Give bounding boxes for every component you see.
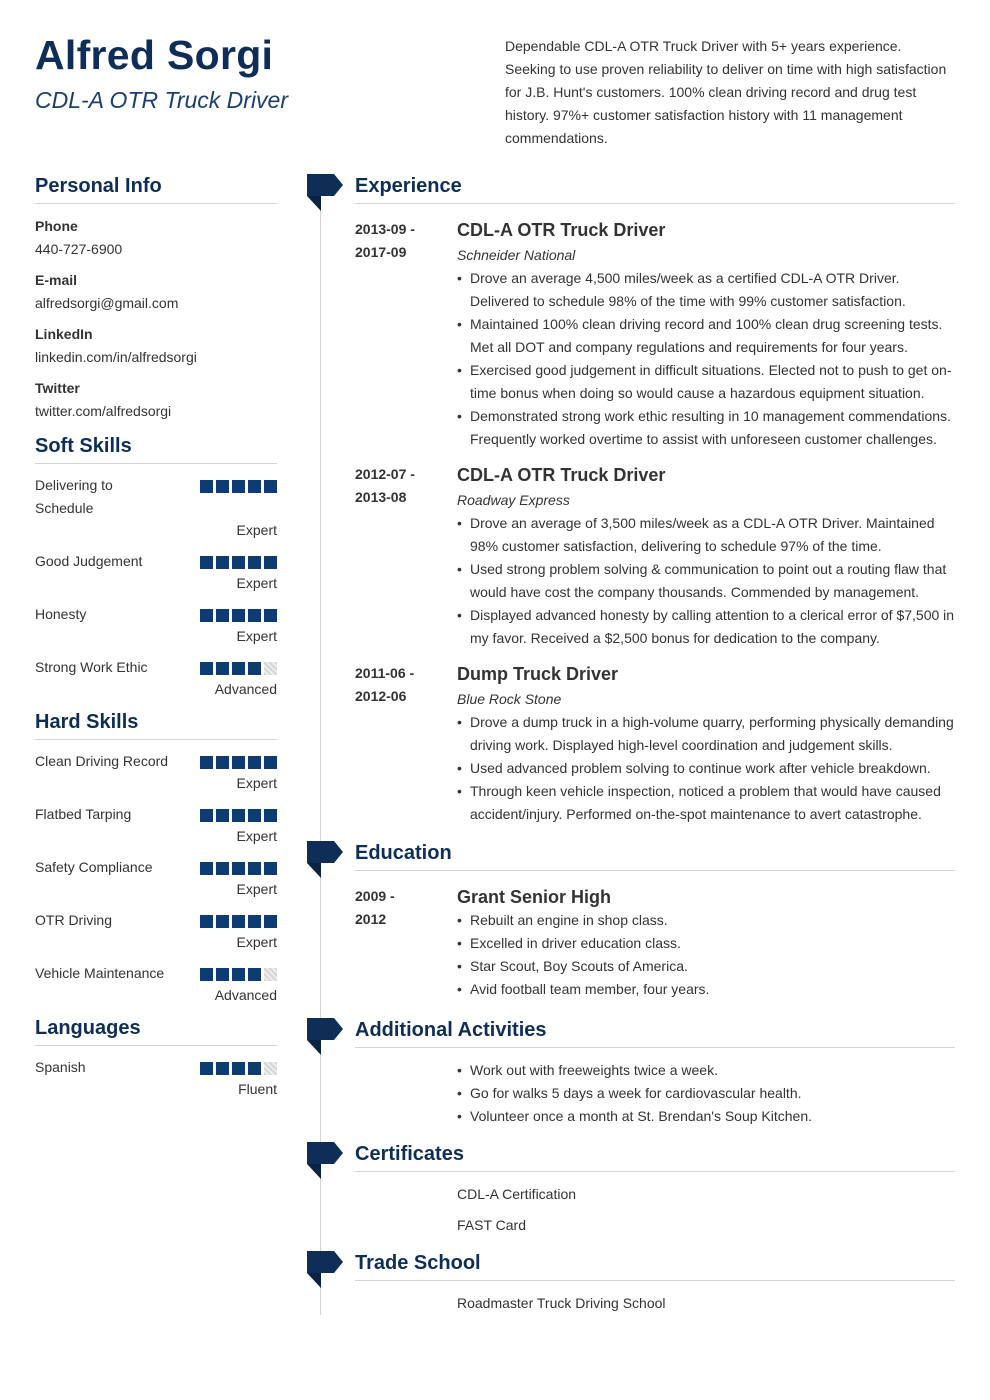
skill-name: Delivering to Schedule xyxy=(35,477,113,516)
hard-skills-heading: Hard Skills xyxy=(35,711,277,740)
personal-info-heading: Personal Info xyxy=(35,175,277,204)
bullet-item: • Rebuilt an engine in shop class. xyxy=(457,909,957,932)
bullet-item: • Drove a dump truck in a high-volume quarry, performing physically demanding driving work. Displayed high-level coordination and judgement skills. xyxy=(457,711,957,757)
phone-value: 440-727-6900 xyxy=(35,241,123,257)
date-start: 2009 - xyxy=(355,888,395,904)
activities xyxy=(457,1059,957,1128)
activities-heading: Additional Activities xyxy=(355,1019,955,1048)
rating-square-filled xyxy=(248,662,261,675)
rating-square-filled xyxy=(264,480,277,493)
rating-square-filled xyxy=(232,809,245,822)
experience-1-bullets xyxy=(457,267,957,451)
rating-square-filled xyxy=(264,915,277,928)
skill-rating xyxy=(200,1062,277,1075)
experience-1 xyxy=(457,218,957,451)
skill-name: Vehicle Maintenance xyxy=(35,965,165,981)
skill-level: Expert xyxy=(236,881,277,897)
bullet-item: • Through keen vehicle inspection, noticed a problem that would have caused accident/injury. Performed on-the-spot maintenance to avert catastrophe. xyxy=(457,780,957,826)
bullet-item: • Go for walks 5 days a week for cardiovascular health. xyxy=(457,1082,957,1105)
rating-square-filled xyxy=(200,480,213,493)
education-heading: Education xyxy=(355,842,955,871)
rating-square-filled xyxy=(232,556,245,569)
education-1-dates xyxy=(355,885,435,931)
experience-heading: Experience xyxy=(355,175,955,204)
skill-level: Expert xyxy=(236,775,277,791)
skill-level: Advanced xyxy=(214,681,277,697)
skill-rating xyxy=(200,862,277,875)
section-flag-icon xyxy=(307,841,343,878)
rating-square-filled xyxy=(216,968,229,981)
personal-info-list xyxy=(35,215,277,423)
rating-square-filled xyxy=(232,662,245,675)
skill-rating xyxy=(200,662,277,675)
rating-square-filled xyxy=(216,556,229,569)
rating-square-filled xyxy=(232,480,245,493)
skill-rating xyxy=(200,609,277,622)
section-flag-icon xyxy=(307,1142,343,1179)
rating-square-filled xyxy=(200,915,213,928)
rating-square-filled xyxy=(216,809,229,822)
skill-level: Expert xyxy=(236,522,277,538)
rating-square-filled xyxy=(248,1062,261,1075)
job-title: CDL-A OTR Truck Driver xyxy=(457,220,666,240)
linkedin-value: linkedin.com/in/alfredsorgi xyxy=(35,349,197,365)
bullet-item: • Displayed advanced honesty by calling attention to a clerical error of $7,500 in my favor. Received a $2,500 bonus for dedication to the company. xyxy=(457,604,957,650)
bullet-item: • Work out with freeweights twice a week. xyxy=(457,1059,957,1082)
rating-square-filled xyxy=(200,1062,213,1075)
candidate-job-title: CDL-A OTR Truck Driver xyxy=(35,87,288,113)
skill-rating xyxy=(200,915,277,928)
rating-square-filled xyxy=(200,809,213,822)
skill-name: Safety Compliance xyxy=(35,859,153,875)
date-end: 2012-06 xyxy=(355,688,407,704)
experience-1-dates xyxy=(355,218,435,264)
skill-level: Expert xyxy=(236,828,277,844)
skill-name: Clean Driving Record xyxy=(35,753,169,769)
rating-square-filled xyxy=(248,915,261,928)
rating-square-filled xyxy=(264,556,277,569)
employer: Blue Rock Stone xyxy=(457,691,562,707)
skill-name: Spanish xyxy=(35,1059,86,1075)
skill-name: Flatbed Tarping xyxy=(35,806,132,822)
bullet-item: • Drove an average of 3,500 miles/week as a CDL-A OTR Driver. Maintained 98% customer satisfaction, delivering to schedule 97% of the time. xyxy=(457,512,957,558)
experience-2-dates xyxy=(355,463,435,509)
skill-row xyxy=(35,1056,277,1099)
rating-square-filled xyxy=(216,480,229,493)
date-start: 2011-06 - xyxy=(355,665,415,681)
certificates-heading: Certificates xyxy=(355,1143,955,1172)
skill-row xyxy=(35,603,277,646)
skill-row xyxy=(35,856,277,899)
skill-rating xyxy=(200,809,277,822)
bullet-item: • Avid football team member, four years. xyxy=(457,978,957,1001)
skill-row xyxy=(35,909,277,952)
rating-square-filled xyxy=(232,609,245,622)
bullet-item: • Maintained 100% clean driving record and 100% clean drug screening tests. Met all DOT and company regulations and requirements for four years. xyxy=(457,313,957,359)
rating-square-filled xyxy=(248,862,261,875)
trade-school-item: Roadmaster Truck Driving School xyxy=(457,1295,666,1311)
job-title: CDL-A OTR Truck Driver xyxy=(457,465,666,485)
rating-square-filled xyxy=(200,968,213,981)
rating-square-empty xyxy=(264,1062,277,1075)
rating-square-filled xyxy=(232,862,245,875)
rating-square-filled xyxy=(264,609,277,622)
education-1-bullets xyxy=(457,909,957,1001)
skill-name: Honesty xyxy=(35,606,87,622)
rating-square-filled xyxy=(248,968,261,981)
skill-level: Expert xyxy=(236,934,277,950)
languages-list xyxy=(35,1056,277,1099)
skill-level: Advanced xyxy=(214,987,277,1003)
skill-row xyxy=(35,962,277,1005)
bullet-item: • Volunteer once a month at St. Brendan's Soup Kitchen. xyxy=(457,1105,957,1128)
rating-square-filled xyxy=(232,968,245,981)
soft-skills-heading: Soft Skills xyxy=(35,435,277,464)
skill-row xyxy=(35,750,277,793)
skill-name: OTR Driving xyxy=(35,912,113,928)
rating-square-filled xyxy=(232,756,245,769)
date-start: 2012-07 - xyxy=(355,466,415,482)
rating-square-filled xyxy=(248,756,261,769)
rating-square-filled xyxy=(248,809,261,822)
candidate-name: Alfred Sorgi xyxy=(35,32,274,78)
bullet-item: • Star Scout, Boy Scouts of America. xyxy=(457,955,957,978)
rating-square-filled xyxy=(200,862,213,875)
skill-level: Fluent xyxy=(238,1081,277,1097)
rating-square-filled xyxy=(200,556,213,569)
left-column xyxy=(35,175,277,1099)
rating-square-filled xyxy=(216,756,229,769)
employer: Roadway Express xyxy=(457,492,570,508)
info-item-twitter xyxy=(35,377,277,423)
date-end: 2012 xyxy=(355,911,387,927)
skill-level: Expert xyxy=(236,628,277,644)
twitter-value: twitter.com/alfredsorgi xyxy=(35,403,172,419)
experience-3 xyxy=(457,662,957,826)
rating-square-filled xyxy=(216,1062,229,1075)
info-label: LinkedIn xyxy=(35,326,93,342)
activities-bullets xyxy=(457,1059,957,1128)
bullet-item: • Used strong problem solving & communication to point out a routing flaw that would have cost the company thousands. Commended by management. xyxy=(457,558,957,604)
skill-row xyxy=(35,474,277,540)
experience-3-dates xyxy=(355,662,435,708)
rating-square-filled xyxy=(232,915,245,928)
skill-rating xyxy=(200,556,277,569)
bullet-item: • Used advanced problem solving to continue work after vehicle breakdown. xyxy=(457,757,957,780)
skill-rating xyxy=(200,756,277,769)
trade-school-heading: Trade School xyxy=(355,1252,955,1281)
rating-square-filled xyxy=(248,609,261,622)
bullet-item: • Demonstrated strong work ethic resulting in 10 management commendations. Frequently worked overtime to assist with unforeseen customer challenges. xyxy=(457,405,957,451)
skill-rating xyxy=(200,480,277,493)
rating-square-empty xyxy=(264,662,277,675)
education-1 xyxy=(457,885,957,1001)
job-title: Dump Truck Driver xyxy=(457,664,619,684)
rating-square-filled xyxy=(216,609,229,622)
experience-2-bullets xyxy=(457,512,957,650)
rating-square-filled xyxy=(200,756,213,769)
certificate-item: CDL-A Certification xyxy=(457,1186,577,1202)
skill-row xyxy=(35,803,277,846)
rating-square-filled xyxy=(264,756,277,769)
info-item-phone xyxy=(35,215,277,261)
bullet-item: • Drove an average 4,500 miles/week as a certified CDL-A OTR Driver. Delivered to schedule 98% of the time with 99% customer satisfaction. xyxy=(457,267,957,313)
date-end: 2017-09 xyxy=(355,244,407,260)
rating-square-filled xyxy=(216,915,229,928)
skill-level: Expert xyxy=(236,575,277,591)
bullet-item: • Exercised good judgement in difficult situations. Elected not to push to get on-time bonus when doing so would cause a hazardous equipment situation. xyxy=(457,359,957,405)
email-value: alfredsorgi@gmail.com xyxy=(35,295,179,311)
rating-square-filled xyxy=(232,1062,245,1075)
section-flag-icon xyxy=(307,1018,343,1055)
info-label: E-mail xyxy=(35,272,78,288)
rating-square-filled xyxy=(264,862,277,875)
skill-name: Strong Work Ethic xyxy=(35,659,148,675)
skill-row xyxy=(35,550,277,593)
rating-square-filled xyxy=(200,609,213,622)
info-label: Phone xyxy=(35,218,78,234)
info-item-email xyxy=(35,269,277,315)
experience-3-bullets xyxy=(457,711,957,826)
summary-text: Dependable CDL-A OTR Truck Driver with 5+ years experience. Seeking to use proven reliability to deliver on time with high satisfaction for J.B. Hunt's customers. 100% clean driving record and drug test history. 97%+ customer satisfaction history with 11 management commendations. xyxy=(505,38,947,146)
date-start: 2013-09 - xyxy=(355,221,415,237)
bullet-item: • Excelled in driver education class. xyxy=(457,932,957,955)
section-flag-icon xyxy=(307,174,343,211)
soft-skills-list xyxy=(35,474,277,699)
rating-square-filled xyxy=(216,662,229,675)
rating-square-empty xyxy=(264,968,277,981)
info-item-linkedin xyxy=(35,323,277,369)
rating-square-filled xyxy=(264,809,277,822)
certificate-item: FAST Card xyxy=(457,1217,526,1233)
info-label: Twitter xyxy=(35,380,80,396)
skill-row xyxy=(35,656,277,699)
skill-name: Good Judgement xyxy=(35,553,143,569)
languages-heading: Languages xyxy=(35,1017,277,1046)
rating-square-filled xyxy=(200,662,213,675)
section-flag-icon xyxy=(307,1251,343,1288)
date-end: 2013-08 xyxy=(355,489,407,505)
rating-square-filled xyxy=(248,556,261,569)
skill-rating xyxy=(200,968,277,981)
rating-square-filled xyxy=(216,862,229,875)
school-name: Grant Senior High xyxy=(457,887,612,907)
rating-square-filled xyxy=(248,480,261,493)
experience-2 xyxy=(457,463,957,650)
hard-skills-list xyxy=(35,750,277,1005)
employer: Schneider National xyxy=(457,247,576,263)
